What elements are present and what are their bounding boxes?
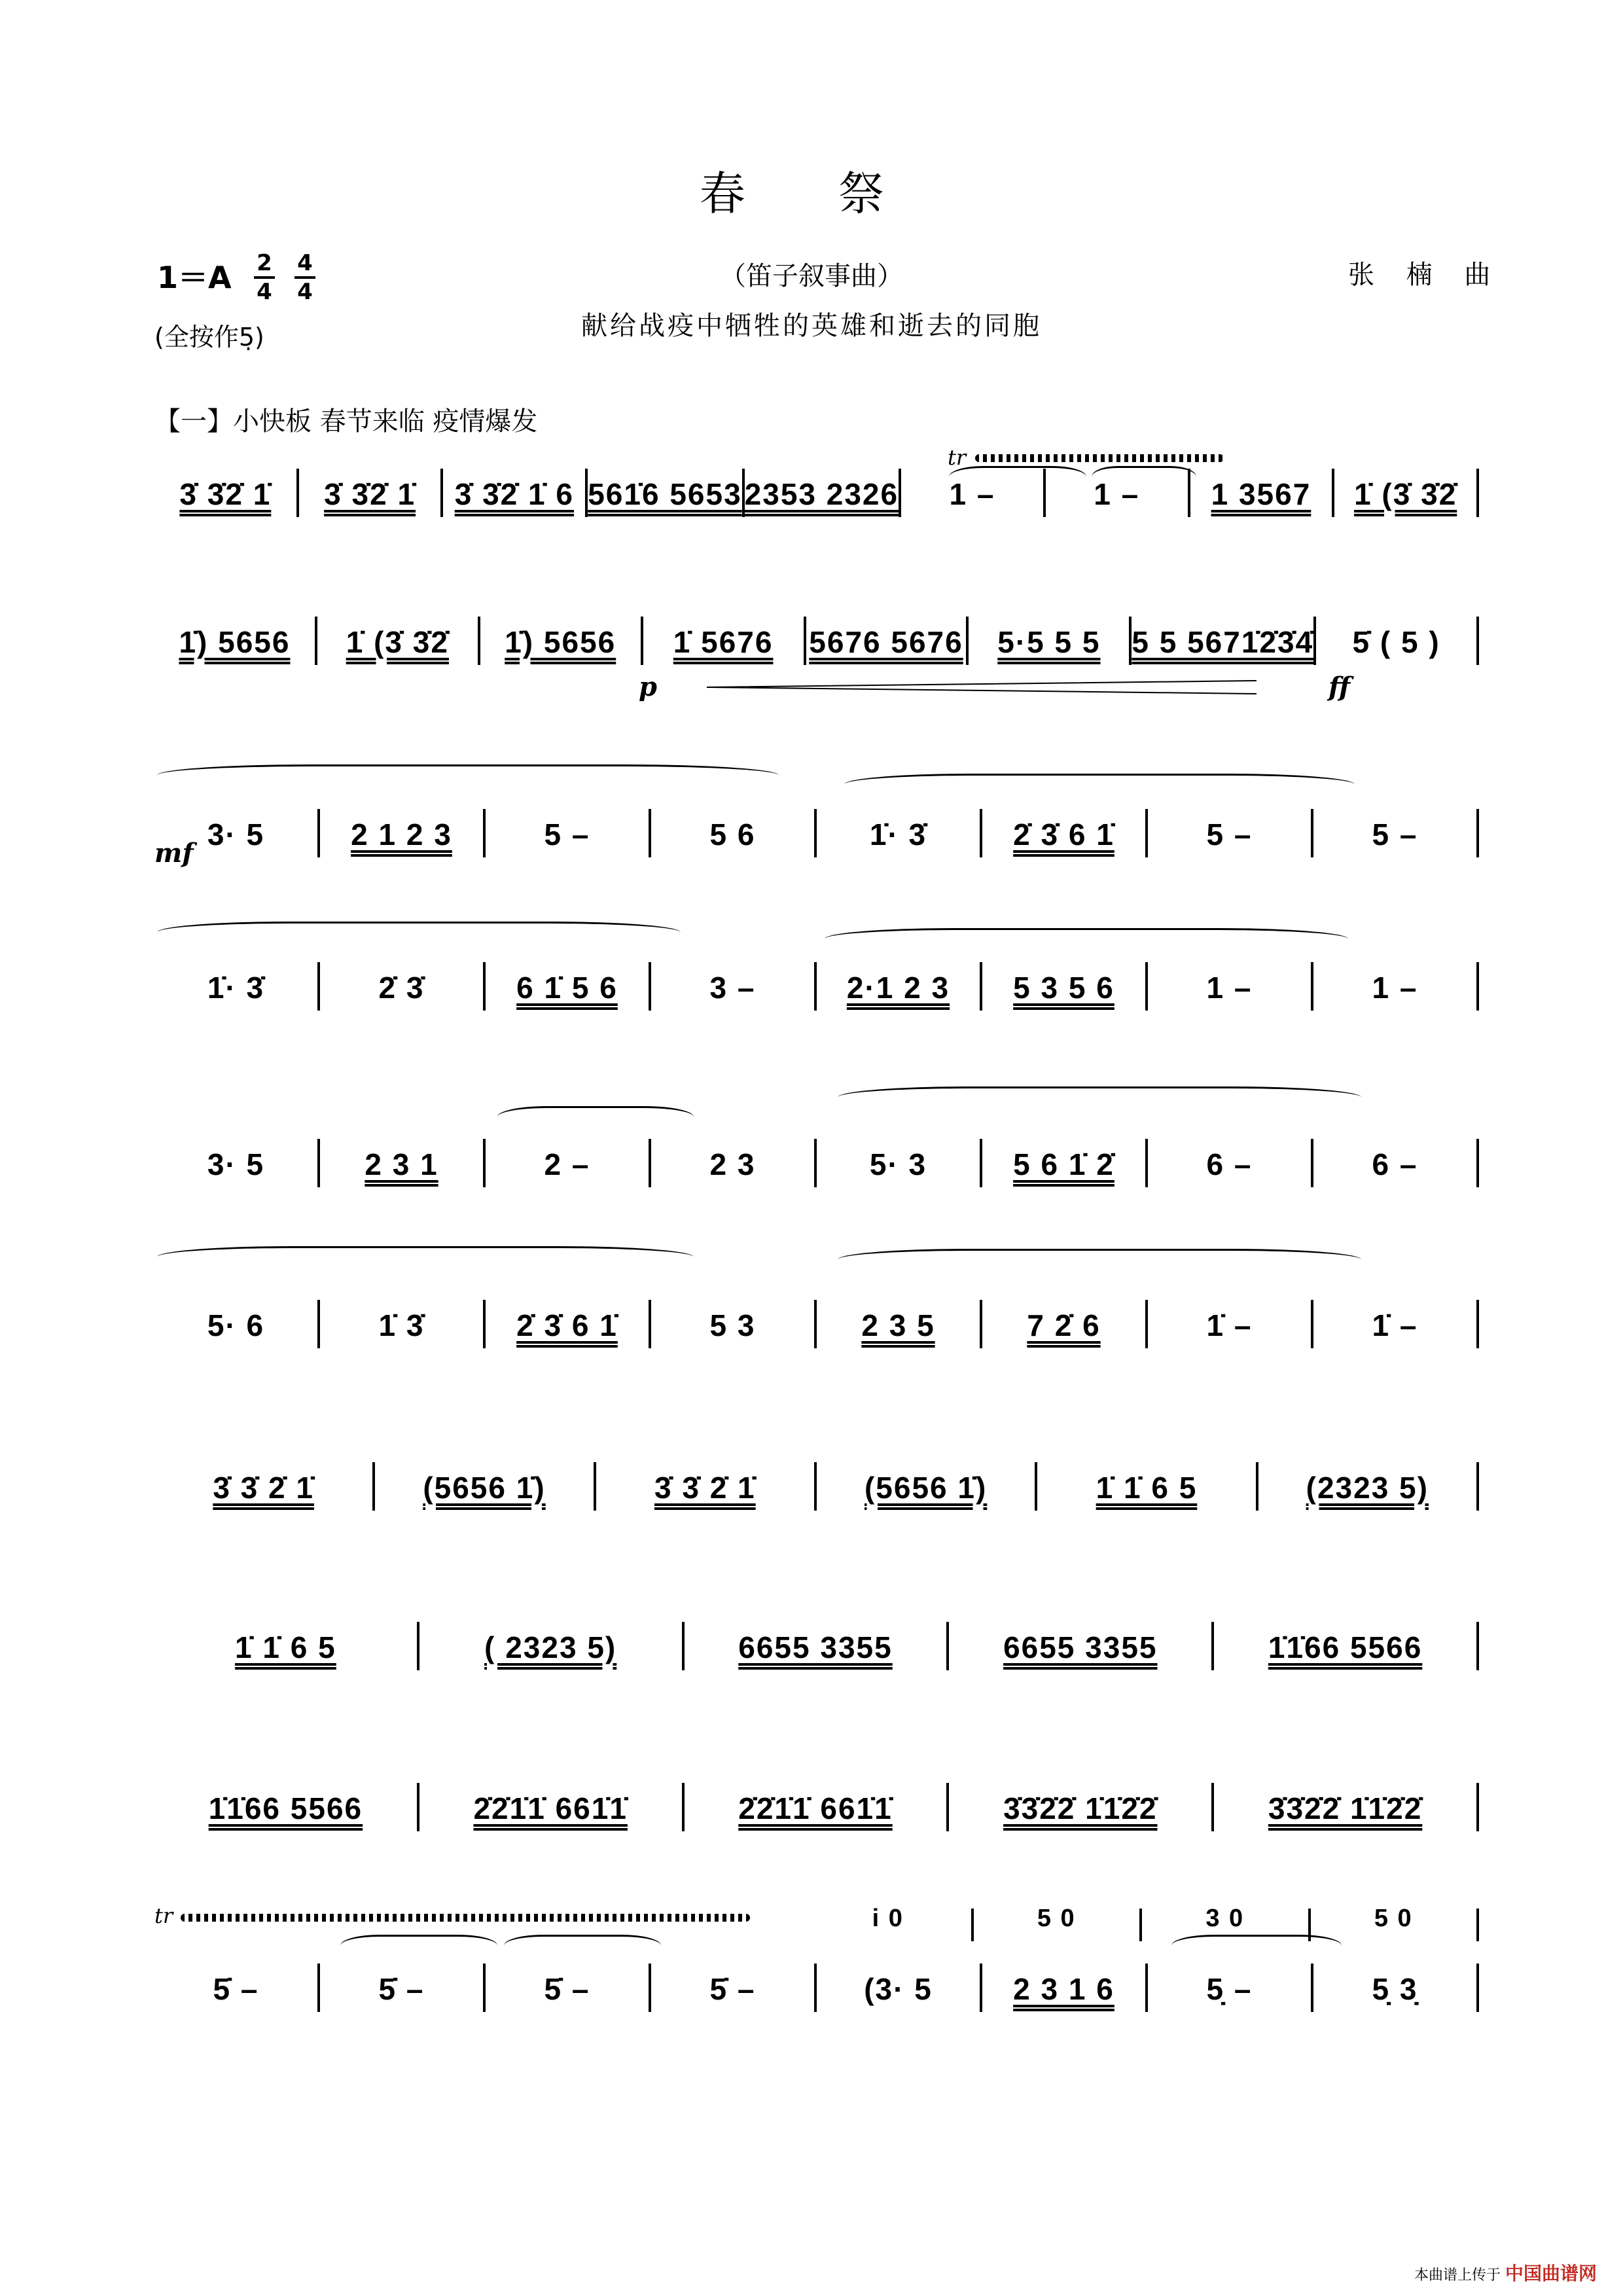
site-logo[interactable]: 中国曲谱网 <box>1505 2263 1597 2284</box>
barline <box>1476 1139 1479 1187</box>
dedication: 献给战疫中牺牲的英雄和逝去的同胞 <box>581 311 1042 341</box>
phrase-slur <box>838 1249 1361 1270</box>
measure: 6 – <box>1372 1147 1418 1181</box>
measure: 5 6 <box>709 817 756 852</box>
phrase-slur <box>844 774 1355 795</box>
barline <box>1476 1909 1479 1941</box>
measure: 7 2̇ 6 <box>1027 1308 1101 1342</box>
barline <box>1476 1783 1479 1831</box>
measure: 1̇) 5656 <box>179 625 291 659</box>
measure: 1 3567 <box>1211 477 1311 511</box>
measure: 2̇ 3̇ <box>378 971 425 1005</box>
phrase-slur <box>157 764 779 786</box>
measure: 5 0 <box>1374 1905 1413 1932</box>
score-line-9 <box>154 1783 1479 1825</box>
measure: 2·1 2 3 <box>846 971 950 1005</box>
measure: 5̇ – <box>213 1972 259 2006</box>
score-subtitle: （笛子叙事曲） <box>720 261 903 291</box>
measure: ( 2323 5) <box>484 1630 617 1664</box>
measure: 5 0 <box>1037 1905 1076 1932</box>
measure: 5 – <box>1206 817 1253 852</box>
barline <box>1476 1964 1479 2012</box>
score-line-10 <box>154 1964 1479 2005</box>
tie-slur <box>1171 1935 1342 1956</box>
phrase-slur <box>157 1246 694 1268</box>
measure: 2 – <box>544 1147 590 1181</box>
measure: 1̇· 3̇ <box>869 817 927 852</box>
measure: 1̇ – <box>1206 1308 1253 1342</box>
key-signature: 1＝A <box>157 260 232 295</box>
barline <box>1476 469 1479 517</box>
measure: 5676 5676 <box>809 625 963 659</box>
measure: 5 3 <box>709 1308 756 1342</box>
measure: 5 – <box>1372 817 1418 852</box>
measure: 1̇· 3̇ <box>207 971 265 1005</box>
measure: 1̇ 1̇ 6 5 <box>1096 1471 1198 1505</box>
trill-wave <box>181 1914 750 1922</box>
measure: 3̇ 3̇2̇ 1̇ 6 <box>454 477 574 511</box>
tie-slur <box>497 1106 694 1128</box>
measure: 5̣ 3̣ <box>1372 1972 1418 2006</box>
trill-mark: tr <box>948 445 967 470</box>
measure: 1 – <box>1372 971 1418 1005</box>
measure: 5̇ – <box>544 1972 590 2006</box>
score-line-4 <box>154 962 1479 1004</box>
measure: 2̇2̇1̇1̇ 661̇1̇ <box>473 1791 628 1825</box>
measure: 5 3 5 6 <box>1013 971 1115 1005</box>
measure: 2353 2326 <box>744 477 899 511</box>
score-line-8 <box>154 1622 1479 1664</box>
score-line-5 <box>154 1139 1479 1181</box>
measure: (5656 1̇) <box>864 1471 988 1505</box>
measure: 3̇3̇2̇2̇ 1̇1̇2̇2̇ <box>1003 1791 1158 1825</box>
measure: 2̇ 3̇ 6 1̇ <box>1013 817 1115 852</box>
percussion-line <box>805 1902 1479 1935</box>
composer-credit: 张 楠 曲 <box>1348 260 1503 290</box>
score-line-7 <box>154 1462 1479 1504</box>
fingering-note: (全按作5̣) <box>154 323 264 351</box>
time-sig-top: 4 <box>297 250 313 276</box>
measure: 6 1̇ 5 6 <box>516 971 618 1005</box>
measure: 3 – <box>709 971 756 1005</box>
measure: (5656 1̇) <box>423 1471 546 1505</box>
dynamic-p: p <box>639 672 657 702</box>
measure: i 0 <box>872 1905 904 1932</box>
section-heading: 【一】小快板 春节来临 疫情爆发 <box>154 406 538 437</box>
measure: 5̣ – <box>1206 1972 1253 2006</box>
measure: 3̇ 3̇ 2̇ 1̇ <box>213 1471 314 1505</box>
measure: 3· 5 <box>207 1147 265 1181</box>
measure: 1̇ 3̇ <box>378 1308 425 1342</box>
measure: 5̇ – <box>709 1972 756 2006</box>
time-sig-bottom: 4 <box>297 279 313 305</box>
measure: 5· 3 <box>869 1147 927 1181</box>
measure: 2̇ 3̇ 6 1̇ <box>516 1308 618 1342</box>
measure: 6 – <box>1206 1147 1253 1181</box>
measure: 1̇1̇66 5566 <box>1268 1630 1423 1664</box>
measure: 3̇3̇2̇2̇ 1̇1̇2̇2̇ <box>1268 1791 1423 1825</box>
measure: 5·5 5 5 <box>997 625 1101 659</box>
measure: 5̇ – <box>378 1972 425 2006</box>
measure: 5· 6 <box>207 1308 265 1342</box>
measure: 3· 5 <box>207 817 265 852</box>
measure: 1̇ – <box>1372 1308 1418 1342</box>
score-line-3 <box>154 809 1479 851</box>
measure: 2 3 1 6 <box>1013 1972 1115 2006</box>
measure: 1 – <box>1206 971 1253 1005</box>
measure: 3̇ 3̇2̇ 1̇ <box>324 477 416 511</box>
measure: 1̇ (3̇ 3̇2̇ <box>346 625 449 659</box>
measure: (2323 5) <box>1306 1471 1429 1505</box>
measure: 3̇ 3̇ 2̇ 1̇ <box>654 1471 756 1505</box>
footer-text: 本曲谱上传于 <box>1414 2267 1501 2284</box>
measure: 6655 3355 <box>738 1630 893 1664</box>
score-title: 春 祭 <box>699 167 924 221</box>
measure: 5 5 5671̇2̇3̇4̇ <box>1132 625 1314 659</box>
time-sig-top: 2 <box>257 250 272 276</box>
measure: 2 3 1 <box>365 1147 438 1181</box>
measure: 3̇ 3̇2̇ 1̇ <box>179 477 272 511</box>
measure: 561̇6 5653 <box>588 477 742 511</box>
measure: 2 3 <box>709 1147 756 1181</box>
trill-mark: tr <box>154 1903 173 1928</box>
measure: 3 0 <box>1205 1905 1245 1932</box>
measure: 1̇1̇66 5566 <box>208 1791 363 1825</box>
barline <box>1476 617 1479 665</box>
measure: 5̇ ( 5 ) <box>1352 625 1440 659</box>
measure: 1 – <box>949 477 995 511</box>
barline <box>1476 809 1479 857</box>
barline <box>1476 1300 1479 1348</box>
phrase-slur <box>838 1086 1361 1108</box>
phrase-slur <box>157 922 681 943</box>
barline <box>1476 962 1479 1011</box>
trill-wave <box>975 454 1224 462</box>
barline <box>1476 1462 1479 1511</box>
measure: 1 – <box>1094 477 1140 511</box>
barline <box>1476 1622 1479 1670</box>
phrase-slur <box>825 928 1348 950</box>
score-line-6 <box>154 1300 1479 1342</box>
measure: 6655 3355 <box>1003 1630 1158 1664</box>
footer-credit <box>1414 2259 1597 2286</box>
measure: 2 3 5 <box>861 1308 935 1342</box>
measure: (3· 5 <box>864 1972 933 2006</box>
measure: 2 1 2 3 <box>351 817 452 852</box>
dynamic-mf: mf <box>154 838 194 869</box>
score-line-2 <box>154 617 1479 658</box>
measure: 5 – <box>544 817 590 852</box>
measure: 1̇) 5656 <box>505 625 616 659</box>
time-sig-bottom: 4 <box>257 279 272 305</box>
crescendo-hairpin <box>707 679 1257 695</box>
measure: 1̇ 1̇ 6 5 <box>235 1630 336 1664</box>
measure: 1̇ 5676 <box>673 625 774 659</box>
measure: 1̇ (3̇ 3̇2̇ <box>1354 477 1457 511</box>
dynamic-ff: ff <box>1329 672 1351 702</box>
tie-slur <box>340 1935 497 1956</box>
measure: 5 6 1̇ 2̇ <box>1013 1147 1115 1181</box>
tie-slur <box>504 1935 661 1956</box>
score-line-1 <box>154 469 1479 511</box>
measure: 2̇2̇1̇1̇ 661̇1̇ <box>738 1791 893 1825</box>
